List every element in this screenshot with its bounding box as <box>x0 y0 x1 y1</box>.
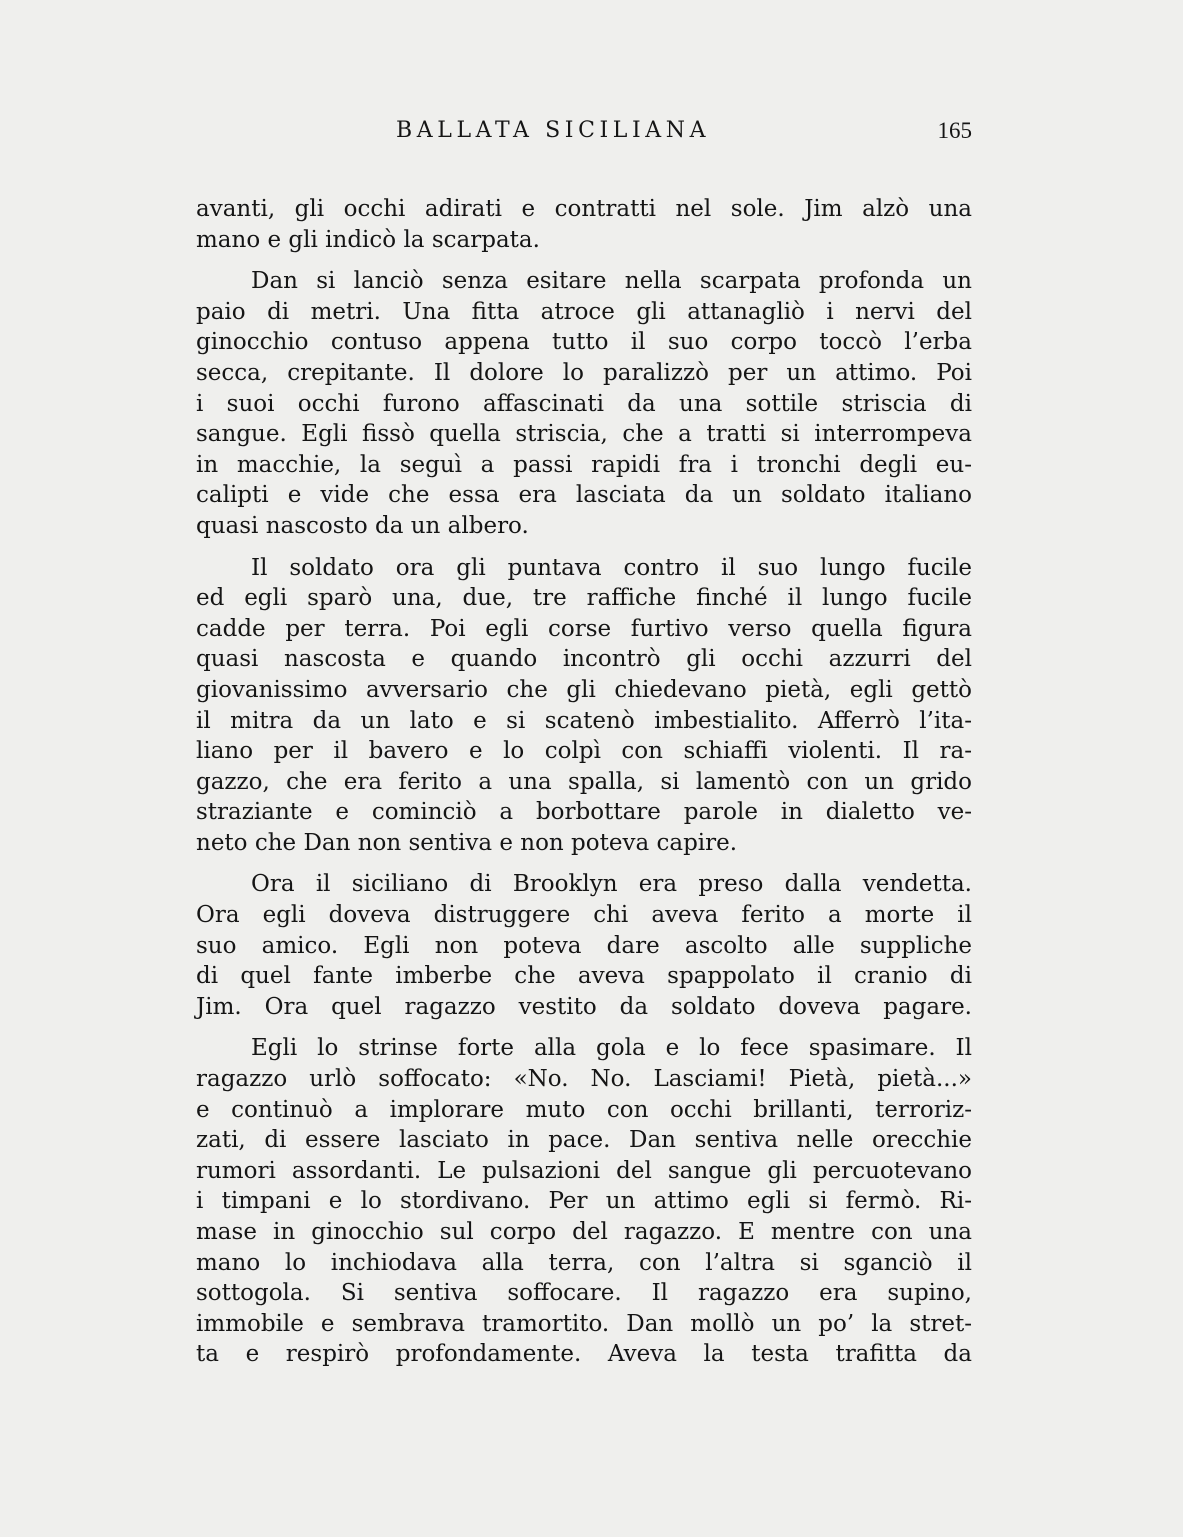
text-line: Jim. Ora quel ragazzo vestito da soldato doveva pagare. <box>196 993 972 1020</box>
book-title: BALLATA SICILIANA <box>396 118 711 143</box>
text-line: sottogola. Si sentiva soffocare. Il ragazzo era supino, <box>196 1280 972 1307</box>
text-line: Ora egli doveva distruggere chi aveva ferito a morte il <box>196 902 972 929</box>
text-line: calipti e vide che essa era lasciata da un soldato italiano <box>196 482 972 509</box>
text-line: mano e gli indicò la scarpata. <box>196 226 540 253</box>
text-line: in macchie, la seguì a passi rapidi fra i tronchi degli eu- <box>196 451 972 478</box>
text-line: quasi nascosta e quando incontrò gli occhi azzurri del <box>196 646 972 673</box>
text-line: liano per il bavero e lo colpì con schiaffi violenti. Il ra- <box>196 738 972 765</box>
text-line: il mitra da un lato e si scatenò imbestialito. Afferrò l’ita- <box>196 707 972 734</box>
text-line: ginocchio contuso appena tutto il suo corpo toccò l’erba <box>196 329 972 356</box>
paragraph-1 <box>196 194 972 255</box>
text-line: Egli lo strinse forte alla gola e lo fece spasimare. Il <box>251 1035 972 1062</box>
paragraph-4 <box>196 869 972 1022</box>
text-line: cadde per terra. Poi egli corse furtivo verso quella figura <box>196 615 972 642</box>
text-line: ragazzo urlò soffocato: «No. No. Lasciami! Pietà, pietà...» <box>196 1066 972 1093</box>
text-line: paio di metri. Una fitta atroce gli attanagliò i nervi del <box>196 298 972 325</box>
text-line: Il soldato ora gli puntava contro il suo lungo fucile <box>251 554 972 581</box>
text-line: quasi nascosto da un albero. <box>196 512 529 539</box>
text-line: ed egli sparò una, due, tre raffiche finché il lungo fucile <box>196 585 972 612</box>
text-line: neto che Dan non sentiva e non poteva capire. <box>196 829 738 856</box>
text-line: suo amico. Egli non poteva dare ascolto alle suppliche <box>196 932 972 959</box>
paragraph-3 <box>196 553 972 859</box>
text-line: Ora il siciliano di Brooklyn era preso dalla vendetta. <box>251 871 972 898</box>
text-line: avanti, gli occhi adirati e contratti nel sole. Jim alzò una <box>196 196 972 222</box>
text-line: rumori assordanti. Le pulsazioni del sangue gli percuotevano <box>196 1157 972 1184</box>
text-line: sangue. Egli fissò quella striscia, che a tratti si interrompeva <box>196 421 972 448</box>
page-number: 165 <box>937 118 972 143</box>
text-line: i timpani e lo stordivano. Per un attimo egli si fermò. Ri- <box>196 1188 972 1215</box>
text-line: mano lo inchiodava alla terra, con l’altra si sganciò il <box>196 1249 972 1276</box>
text-line: giovanissimo avversario che gli chiedevano pietà, egli gettò <box>196 676 972 703</box>
text-line: ta e respirò profondamente. Aveva la testa trafitta da <box>196 1341 972 1368</box>
text-line: Dan si lanciò senza esitare nella scarpata profonda un <box>251 268 972 295</box>
text-line: i suoi occhi furono affascinati da una sottile striscia di <box>196 390 972 417</box>
text-line: zati, di essere lasciato in pace. Dan sentiva nelle orecchie <box>196 1127 972 1154</box>
text-line: straziante e cominciò a borbottare parole in dialetto ve- <box>196 799 972 826</box>
paragraph-2 <box>196 266 972 541</box>
text-line: gazzo, che era ferito a una spalla, si lamentò con un grido <box>196 768 972 795</box>
text-line: secca, crepitante. Il dolore lo paralizzò per un attimo. Poi <box>196 359 972 386</box>
paragraph-5 <box>196 1033 972 1370</box>
text-line: mase in ginocchio sul corpo del ragazzo. E mentre con una <box>196 1219 972 1245</box>
text-line: e continuò a implorare muto con occhi brillanti, terroriz- <box>196 1096 972 1123</box>
text-line: di quel fante imberbe che aveva spappolato il cranio di <box>196 963 972 990</box>
running-head <box>196 118 972 152</box>
body-text <box>196 194 972 1381</box>
text-line: immobile e sembrava tramortito. Dan mollò un po’ la stret- <box>196 1310 972 1337</box>
